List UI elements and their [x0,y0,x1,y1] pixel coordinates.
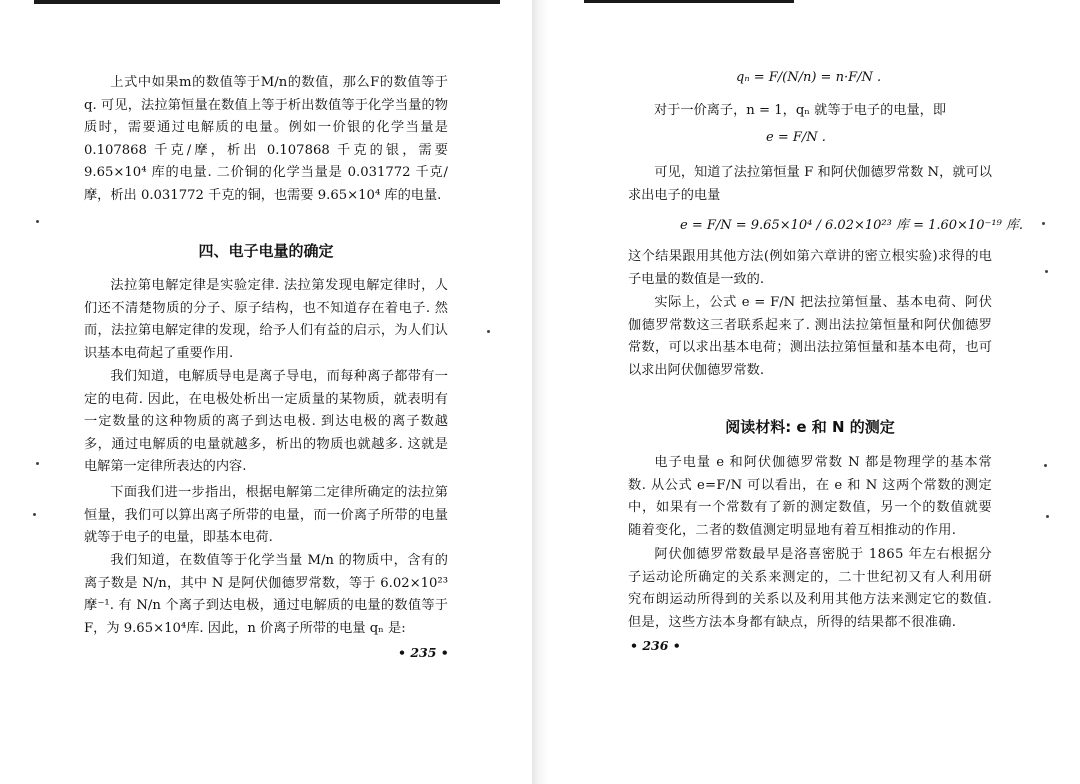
section-heading: 四、电子电量的确定 [198,242,334,260]
scan-speck [1045,270,1048,273]
paragraph-intro: 上式中如果m的数值等于M/n的数值，那么F的数值等于 q. 可见，法拉第恒量在数值上等于析出数值等于化学当量的物质时，需要通过电解质的电量。例如一价银的化学当量是 0.107868 千克/摩，析出 0.107868 千克的银，需要 9.65×10⁴ 库的电量. 二价铜的化学当量是 0.031772 千克/摩，析出 0.031772 千克的铜，也需要 9.65×10⁴ 库的电量. [84,75,448,203]
paragraph-ion-count: 我们知道，在数值等于化学当量 M/n 的物质中，含有的离子数是 N/n，其中 N 是阿伏伽德罗常数，等于 6.02×10²³ 摩⁻¹. 有 N/n 个离子到达电极，通过电解质的电量的数值等于 F，为 9.65×10⁴库. 因此，n 价离子所带的电量 qₙ 是: [84,553,448,636]
paragraph-faraday-law: 法拉第电解定律是实验定律. 法拉第发现电解定律时，人们还不清楚物质的分子、原子结构，也不知道存在着电子. 然而，法拉第电解定律的发现，给予人们有益的启示，为人们认识基本电荷起了重要作用. [84,278,448,361]
book-gutter [532,0,548,784]
paragraph-constants: 电子电量 e 和阿伏伽德罗常数 N 都是物理学的基本常数. 从公式 e=F/N 可以看出，在 e 和 N 这两个常数的测定中，如果有一个常数有了新的测定数值，另一个的数值就要随着变化，二者的数值测定明显地有着互相推动的作用. [628,455,992,538]
paragraph-ion-conduction: 我们知道，电解质导电是离子导电，而每种离子都带有一定的电荷. 因此，在电极处析出一定质量的某物质，就表明有一定数量的这种物质的离子到达电极. 到达电极的离子数越多，通过电解质的电量就越多，析出的物质也就越多. 这就是电解第一定律所表达的内容. [84,369,448,475]
paragraph-compute-e: 可见，知道了法拉第恒量 F 和阿伏伽德罗常数 N，就可以求出电子的电量 [628,165,992,203]
paragraph-consistency: 这个结果跟用其他方法(例如第六章讲的密立根实验)求得的电子电量的数值是一致的. [628,249,992,287]
scan-speck [33,513,36,516]
scan-speck [1046,515,1049,518]
scan-speck [36,220,39,223]
formula-qn: qₙ = F/(N/n) = n·F/N . [736,70,882,85]
top-rule [34,0,500,4]
paragraph-relation: 实际上，公式 e = F/N 把法拉第恒量、基本电荷、阿伏伽德罗常数这三者联系起来了. 测出法拉第恒量和阿伏伽德罗常数，可以求出基本电荷；测出法拉第恒量和基本电荷，也可以求出阿伏伽德罗常数. [628,295,992,378]
scan-speck [1042,222,1045,225]
right-page [548,0,1080,784]
top-rule [584,0,794,3]
page-number: • 235 • [398,645,449,660]
paragraph-history: 阿伏伽德罗常数最早是洛喜密脱于 1865 年左右根据分子运动论所确定的关系来测定的，二十世纪初又有人利用研究布朗运动所得到的关系以及利用其他方法来测定它的数值. 但是，这些方法本身都有缺点，所得的结果都不很准确. [628,547,992,630]
left-page [0,0,532,784]
formula-e-value: e = F/N = 9.65×10⁴ / 6.02×10²³ 库 = 1.60×10⁻¹⁹ 库. [680,218,1024,233]
scan-speck [1044,464,1047,467]
scan-speck [487,330,490,333]
reading-heading: 阅读材料: e 和 N 的测定 [725,418,895,436]
page-number: • 236 • [630,638,681,653]
formula-e: e = F/N . [766,130,826,145]
paragraph-second-law: 下面我们进一步指出，根据电解第二定律所确定的法拉第恒量，我们可以算出离子所带的电量，而一价离子所带的电量就等于电子的电量，即基本电荷. [84,485,448,546]
scan-speck [36,462,39,465]
paragraph-monovalent: 对于一价离子，n = 1，qₙ 就等于电子的电量，即 [654,103,947,118]
